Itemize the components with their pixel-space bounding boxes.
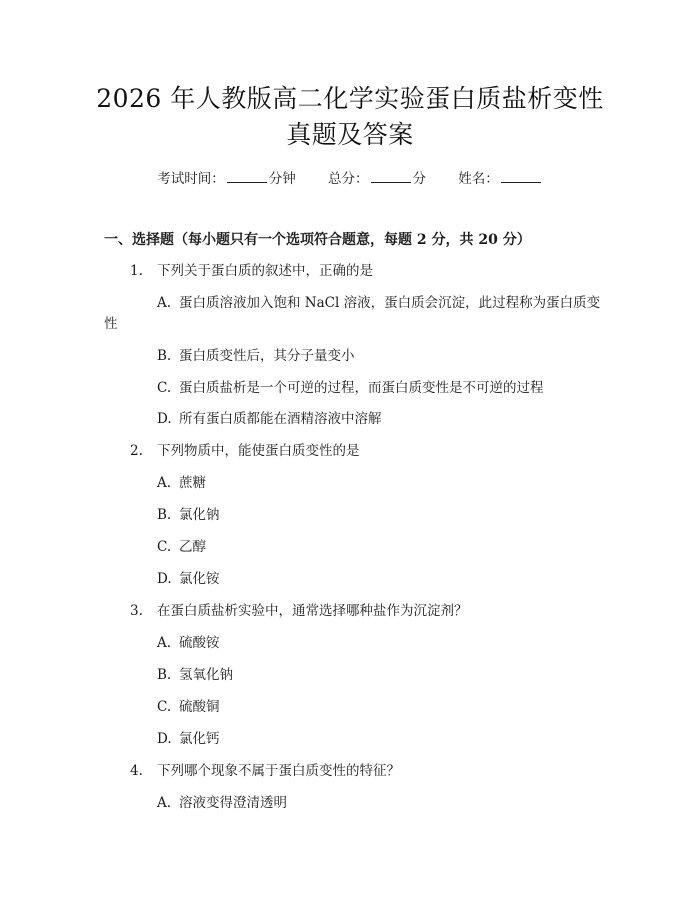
total-score-field (328, 168, 426, 189)
option-text: 硫酸铵 (179, 635, 220, 651)
option-letter: A. (157, 795, 172, 811)
option-text: 蔗糖 (179, 475, 206, 491)
option-text: 溶液变得澄清透明 (179, 795, 287, 811)
option-letter: A. (157, 295, 172, 311)
option-3b (157, 665, 233, 685)
option-text: 蛋白质溶液加入饱和 NaCl 溶液，蛋白质会沉淀，此过程称为蛋白质变 (179, 295, 601, 311)
name-blank (501, 168, 541, 183)
document-title-line-1: 2026 年人教版高二化学实验蛋白质盐析变性 (96, 84, 604, 113)
option-1a (157, 293, 600, 313)
option-text: 所有蛋白质都能在酒精溶液中溶解 (179, 411, 382, 427)
question-number: 3. (130, 603, 143, 619)
option-letter: C. (157, 699, 172, 715)
option-3c (157, 697, 220, 717)
option-letter: A. (157, 475, 172, 491)
option-text: 蛋白质盐析是一个可逆的过程，而蛋白质变性是不可逆的过程 (179, 380, 544, 396)
option-2c (157, 537, 206, 557)
exam-time-unit: 分钟 (268, 171, 296, 187)
option-2d (157, 569, 220, 589)
option-text: 氢氧化钠 (179, 667, 233, 683)
option-letter: A. (157, 635, 172, 651)
option-text: 乙醇 (179, 539, 206, 555)
option-text: 氯化钙 (179, 731, 220, 747)
option-letter: C. (157, 539, 172, 555)
question-text: 下列物质中，能使蛋白质变性的是 (157, 443, 360, 459)
option-letter: D. (157, 731, 172, 747)
option-text: 氯化铵 (179, 571, 220, 587)
option-3d (157, 729, 220, 749)
option-1b (157, 346, 355, 366)
exam-time-field (157, 168, 296, 189)
exam-meta-row (0, 168, 700, 189)
exam-time-blank (227, 168, 267, 183)
option-4a (157, 793, 287, 813)
option-3a (157, 633, 220, 653)
exam-time-label: 考试时间： (157, 171, 225, 187)
name-label: 姓名： (458, 171, 499, 187)
document-title-line-2: 真题及答案 (286, 120, 414, 149)
option-text: 氯化钠 (179, 507, 220, 523)
option-text: 蛋白质变性后，其分子量变小 (179, 348, 355, 364)
option-letter: D. (157, 411, 172, 427)
section-heading: 一、选择题（每小题只有一个选项符合题意，每题 2 分，共 20 分） (104, 232, 531, 248)
option-letter: B. (157, 348, 172, 364)
question-number: 1. (130, 263, 143, 279)
option-1c (157, 378, 544, 398)
option-1a-continuation: 性 (104, 316, 118, 332)
name-field (458, 168, 543, 189)
option-letter: B. (157, 667, 172, 683)
total-score-unit: 分 (412, 171, 426, 187)
question-number: 4. (130, 763, 143, 779)
option-2b (157, 505, 220, 525)
option-1d (157, 409, 382, 429)
question-text: 下列哪个现象不属于蛋白质变性的特征？ (157, 763, 400, 779)
total-score-label: 总分： (328, 171, 369, 187)
total-score-blank (371, 168, 411, 183)
option-letter: B. (157, 507, 172, 523)
question-number: 2. (130, 443, 143, 459)
option-2a (157, 473, 206, 493)
option-text: 硫酸铜 (179, 699, 220, 715)
option-letter: C. (157, 380, 172, 396)
option-letter: D. (157, 571, 172, 587)
question-text: 在蛋白质盐析实验中，通常选择哪种盐作为沉淀剂？ (157, 603, 468, 619)
question-text: 下列关于蛋白质的叙述中，正确的是 (157, 263, 373, 279)
